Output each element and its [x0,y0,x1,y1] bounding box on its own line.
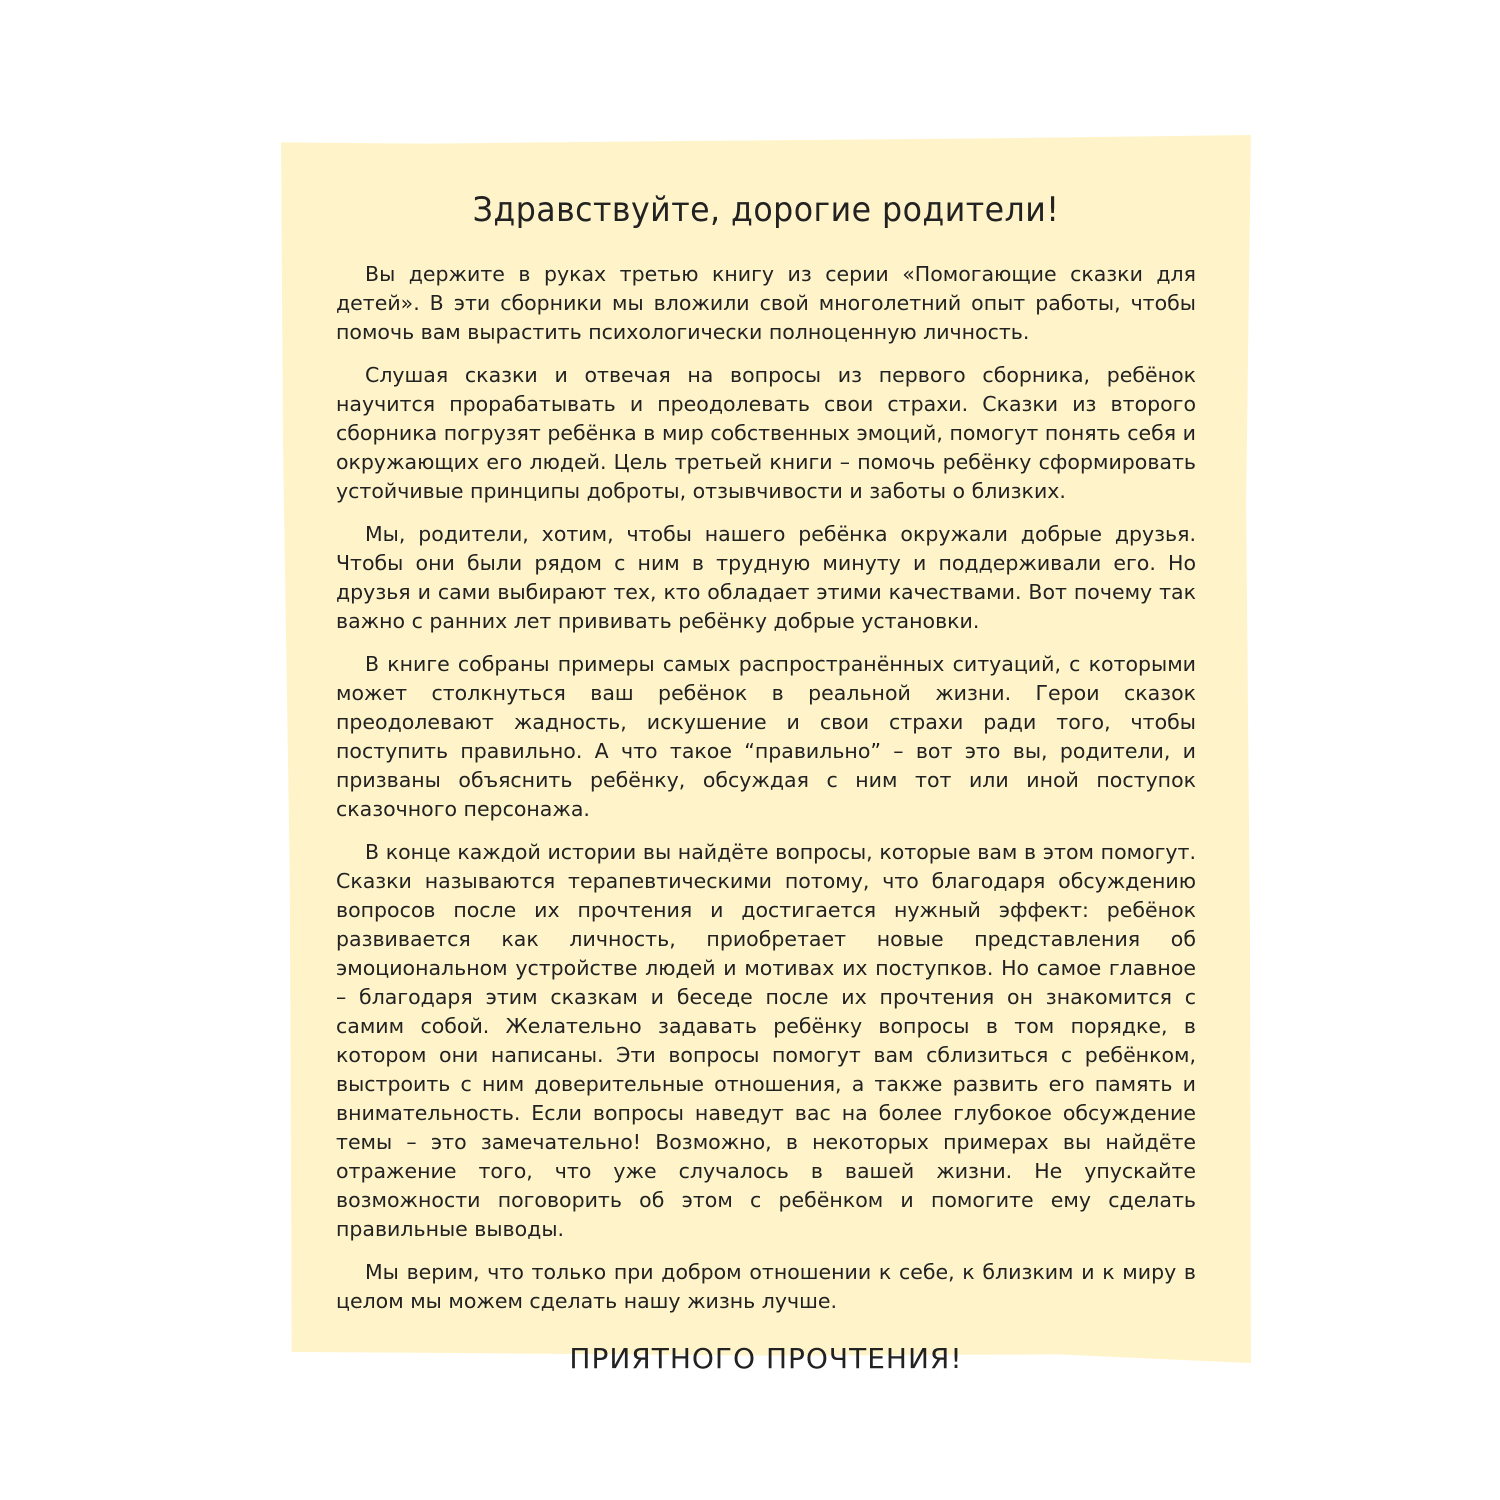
letter-title: Здравствуйте, дорогие родители! [472,190,1060,230]
closing-line: ПРИЯТНОГО ПРОЧТЕНИЯ! [569,1342,963,1375]
paragraph-5: В конце каждой истории вы найдёте вопросы, которые вам в этом помогут. Сказки называются терапевтическими потому, что благодаря обсуждению вопросов после их прочтения и достигается нужный эффект: ребёнок развивается как личность, приобретает новые представления об эмоциональном устройстве людей и мотивах их поступков. Но самое главное – благодаря этим сказкам и беседе после их прочтения он знакомится с самим собой. Желательно задавать ребёнку вопросы в том порядке, в котором они написаны. Эти вопросы помогут вам сблизиться с ребёнком, выстроить с ним доверительные отношения, а также развить его память и внимательность. Если вопросы наведут вас на более глубокое обсуждение темы – это замечательно! Возможно, в некоторых примерах вы найдёте отражение того, что уже случалось в вашей жизни. Не упускайте возможности поговорить об этом с ребёнком и помогите ему сделать правильные выводы. [336,840,1196,1241]
paragraph-2: Слушая сказки и отвечая на вопросы из первого сборника, ребёнок научится прорабатывать и преодолевать свои страхи. Сказки из второго сборника погрузят ребёнка в мир собственных эмоций, помогут понять себя и окружающих его людей. Цель третьей книги – помочь ребёнку сформировать устойчивые принципы доброты, отзывчивости и заботы о близких. [336,363,1196,503]
paragraph-3: Мы, родители, хотим, чтобы нашего ребёнка окружали добрые друзья. Чтобы они были рядом с ним в трудную минуту и поддерживали его. Но друзья и сами выбирают тех, кто обладает этими качествами. Вот почему так важно с ранних лет прививать ребёнку добрые установки. [336,522,1196,633]
letter-content [336,190,1196,1375]
paragraph-6: Мы верим, что только при добром отношении к себе, к близким и к миру в целом мы можем сделать нашу жизнь лучше. [336,1260,1196,1313]
paragraph-4: В книге собраны примеры самых распространённых ситуаций, с которыми может столкнуться ваш ребёнок в реальной жизни. Герои сказок преодолевают жадность, искушение и свои страхи ради того, чтобы поступить правильно. А что такое “правильно” – вот это вы, родители, и призваны объяснить ребёнку, обсуждая с ним тот или иной поступок сказочного персонажа. [336,652,1196,821]
paragraph-1: Вы держите в руках третью книгу из серии «Помогающие сказки для детей». В эти сборники мы вложили свой многолетний опыт работы, чтобы помочь вам вырастить психологически полноценную личность. [336,262,1196,344]
